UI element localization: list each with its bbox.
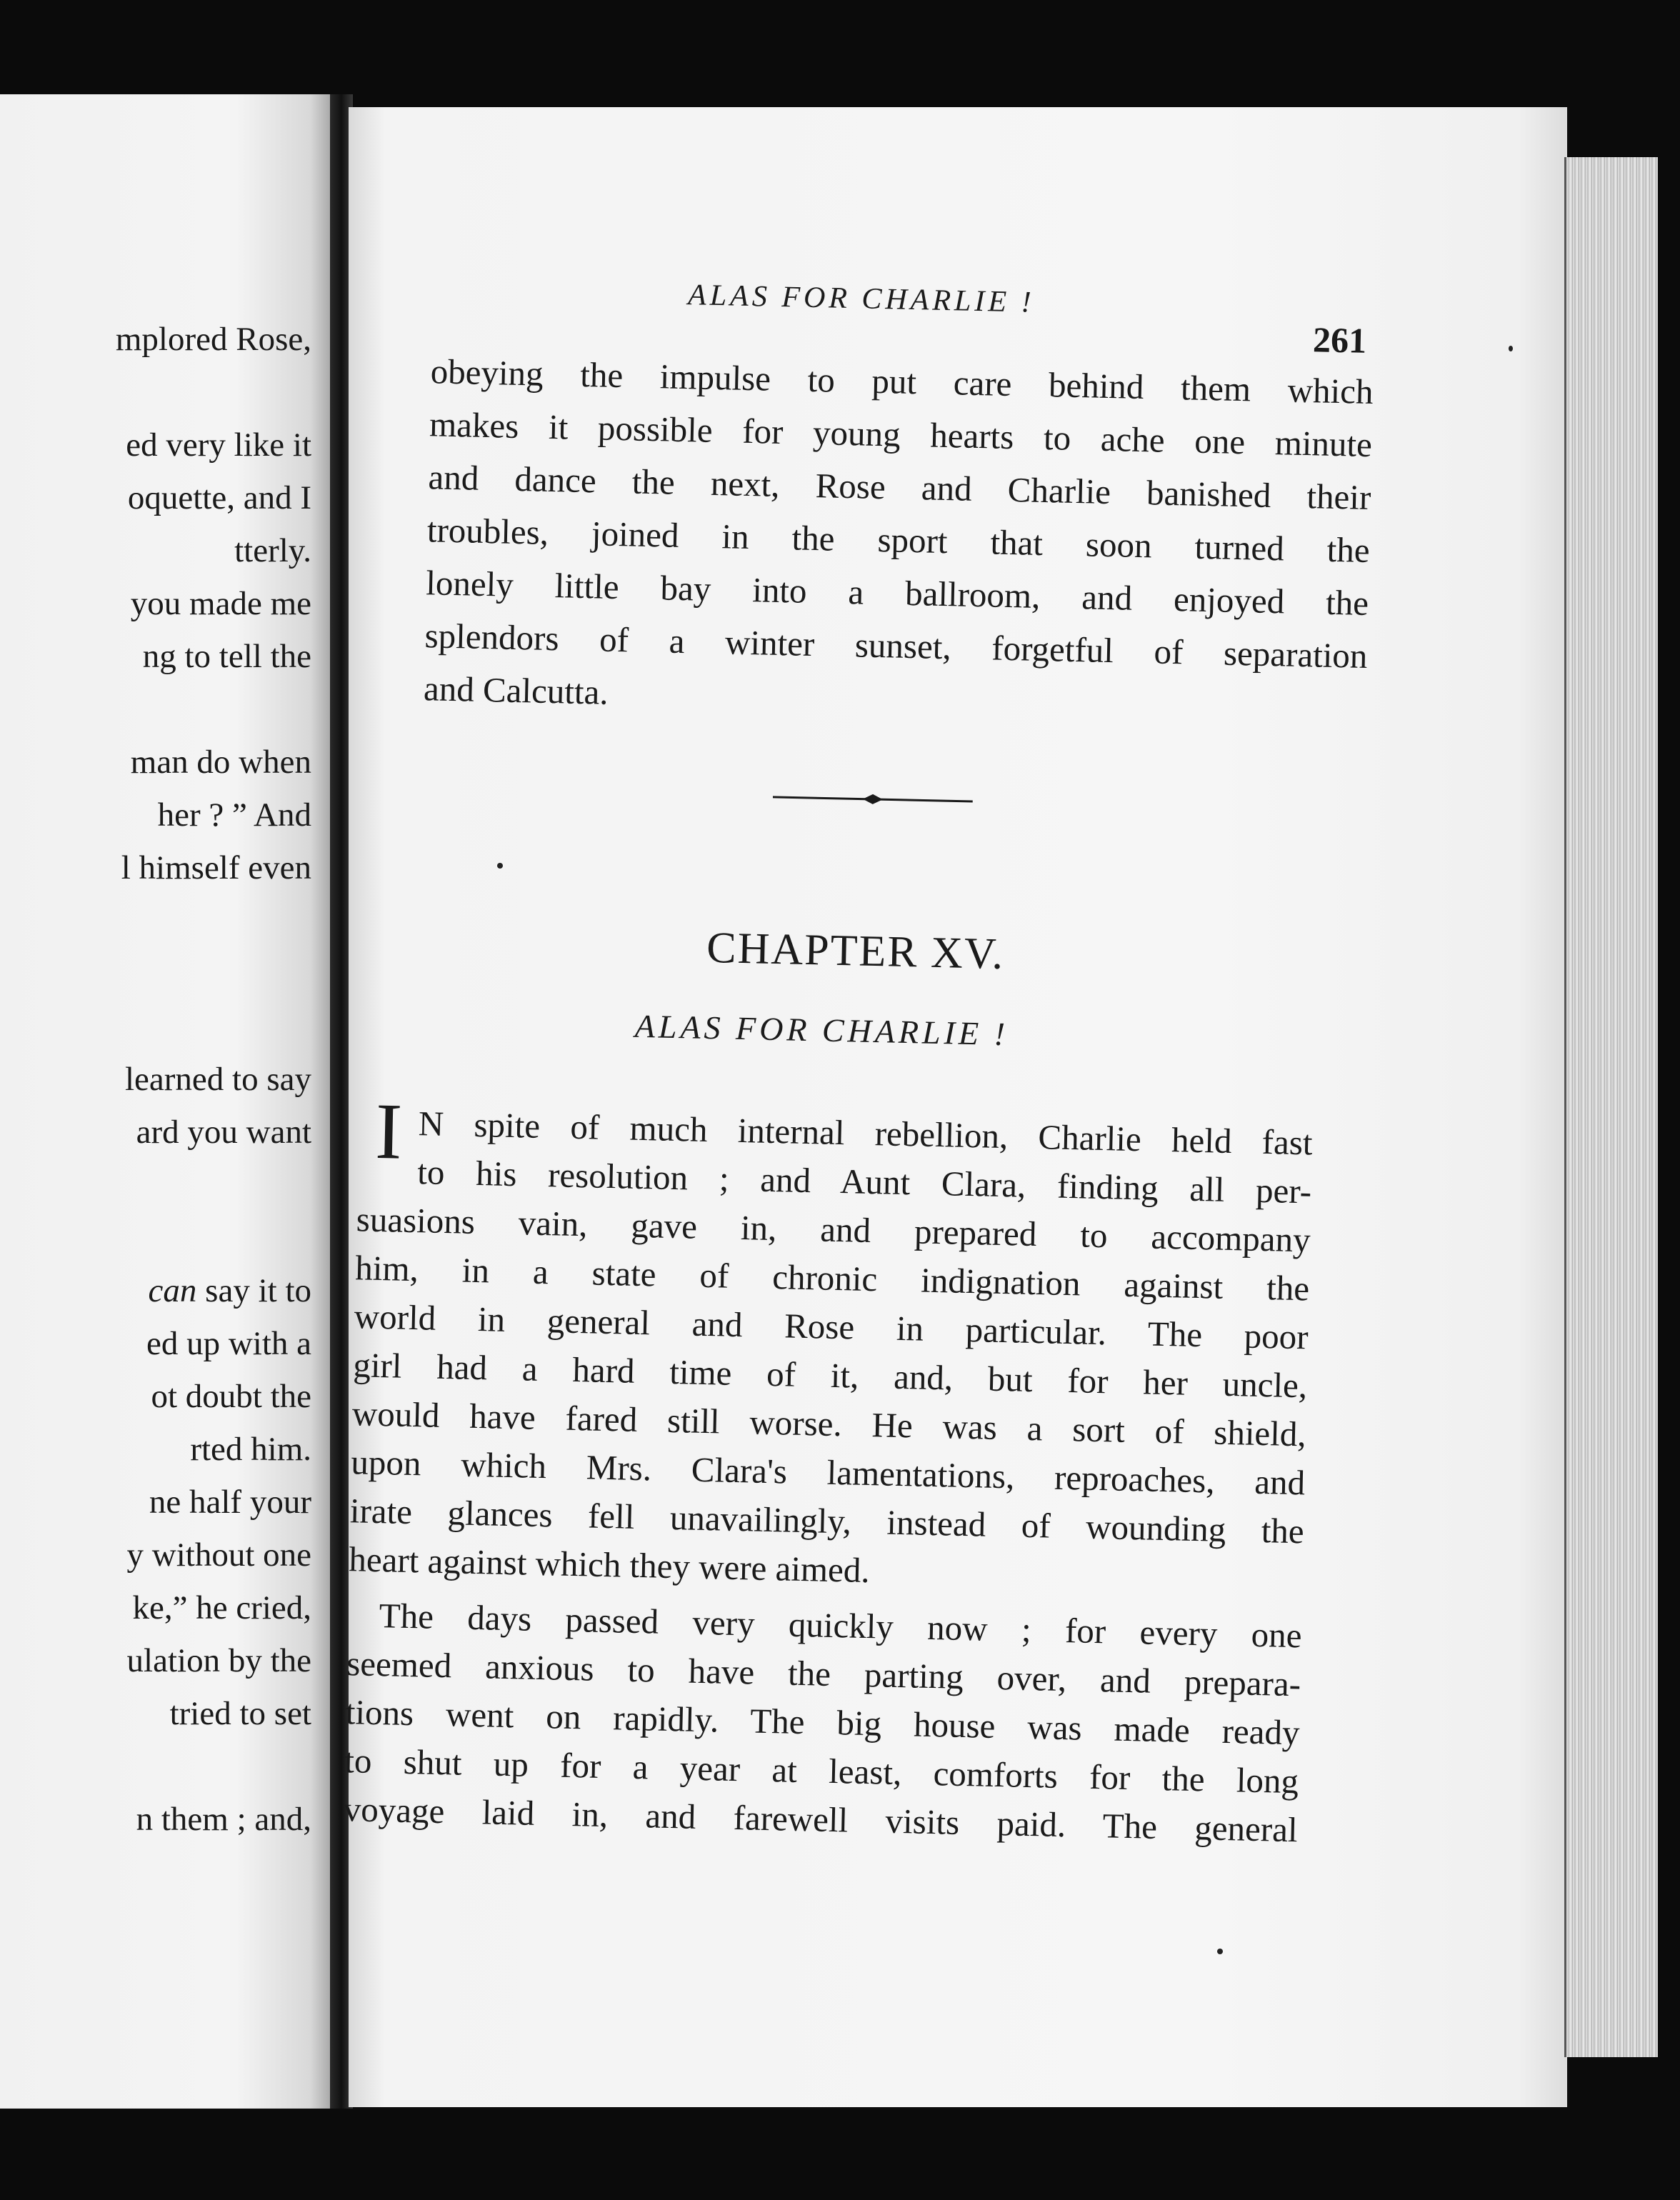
left-page-line-text: mplored Rose,: [115, 321, 311, 358]
left-facing-page: [0, 94, 337, 2109]
left-page-line: [136, 1803, 311, 1836]
page-edges: [1564, 157, 1658, 2057]
chapter-heading: CHAPTER XV.: [706, 923, 1005, 979]
left-page-line-text: rted him.: [190, 1431, 311, 1468]
text-line: would have fared still worse. He was a sort of shield,: [351, 1394, 1307, 1454]
paragraph-two: [343, 1591, 1302, 1854]
left-page-line: [149, 1486, 311, 1519]
left-page-italic-word: can: [148, 1272, 197, 1309]
text-line: upon which Mrs. Clara's lamentations, reproaches, and: [350, 1442, 1306, 1503]
top-paragraph: [423, 345, 1374, 736]
page-number: 261: [1312, 319, 1367, 361]
left-page-line: [125, 1063, 311, 1096]
left-page-line-text: l himself even: [121, 849, 311, 886]
left-page-line: [126, 1536, 311, 1574]
left-page-line-text: tterly.: [234, 532, 311, 569]
text-line: N spite of much internal rebellion, Charlie held fast: [418, 1104, 1314, 1163]
left-page-line-text: ng to tell the: [142, 638, 311, 675]
left-page-line-text: ke,” he cried,: [132, 1589, 311, 1626]
text-line: lonely little bay into a ballroom, and enjoyed the: [425, 563, 1369, 623]
left-page-line-text: oquette, and I: [127, 479, 311, 516]
left-page-line: [146, 1327, 311, 1361]
left-page-line: [121, 851, 311, 885]
text-line: heart against which they were aimed.: [348, 1539, 871, 1591]
text-line: troubles, joined in the sport that soon turned the: [426, 510, 1371, 571]
left-page-line: [157, 796, 311, 834]
left-page-line-text: ne half your: [149, 1484, 311, 1521]
text-line: world in general and Rose in particular. The poor: [354, 1296, 1309, 1357]
text-line: The days passed very quickly now ; for every one: [379, 1596, 1303, 1656]
left-page-line-text: n them ; and,: [136, 1801, 311, 1838]
text-line: tions went on rapidly. The big house was made ready: [345, 1692, 1301, 1753]
left-page-line-text: ard you want: [136, 1114, 311, 1151]
left-page-line: [190, 1433, 311, 1466]
text-line: voyage laid in, and farewell visits paid. The general: [343, 1789, 1299, 1850]
text-line: splendors of a winter sunset, forgetful of separation: [424, 616, 1369, 676]
left-page-line-text: ed very like it: [126, 426, 311, 464]
text-line: to shut up for a year at least, comforts for the long: [344, 1741, 1299, 1801]
drop-cap: I: [374, 1086, 404, 1176]
left-page-line-text: ed up with a: [146, 1325, 311, 1362]
text-line: him, in a state of chronic indignation against the: [354, 1248, 1310, 1309]
left-page-line: [127, 1644, 311, 1678]
left-page-line: [116, 323, 311, 356]
left-page-line: [149, 1274, 311, 1308]
left-page-line-text: ot doubt the: [151, 1378, 311, 1415]
left-page-line: [151, 1380, 311, 1414]
text-line: and Calcutta.: [423, 669, 609, 712]
text-line: girl had a hard time of it, and, but for her uncle,: [352, 1345, 1308, 1406]
text-line: makes it possible for young hearts to ache one minute: [429, 404, 1373, 465]
running-head: ALAS FOR CHARLIE !: [687, 279, 1036, 319]
left-page-line: [136, 1116, 311, 1149]
scan-speck: [1217, 1949, 1223, 1954]
text-line: irate glances fell unavailingly, instead of wounding the: [349, 1491, 1305, 1551]
left-page-line-text: tried to set: [169, 1695, 311, 1732]
text-line: obeying the impulse to put care behind them which: [430, 351, 1374, 412]
left-page-line: [131, 746, 311, 779]
left-page-line-text: say it to: [196, 1272, 311, 1309]
scan-speck: [1509, 346, 1513, 351]
text-line: seemed anxious to have the parting over, and prepara-: [346, 1644, 1301, 1704]
paragraph-one: [349, 1098, 1314, 1604]
left-page-line-text: ulation by the: [126, 1642, 311, 1679]
scan-speck: [497, 863, 503, 869]
left-page-line: [132, 1591, 311, 1625]
left-page-line: [170, 1697, 311, 1731]
text-line: suasions vain, gave in, and prepared to accompany: [356, 1199, 1311, 1260]
left-page-line: [126, 426, 311, 464]
chapter-subtitle: ALAS FOR CHARLIE !: [634, 1007, 1009, 1053]
left-page-line: [234, 534, 311, 568]
text-line: and dance the next, Rose and Charlie banished their: [427, 457, 1371, 518]
left-page-line: [128, 481, 311, 515]
left-page-line-text: you made me: [130, 585, 311, 622]
left-page-line: [131, 587, 311, 621]
text-line: to his resolution ; and Aunt Clara, finding all per-: [416, 1152, 1312, 1211]
left-page-line-text: her ? ” And: [157, 796, 311, 834]
left-page-line: [143, 640, 311, 674]
left-page-line-text: man do when: [130, 744, 311, 781]
left-page-line-text: y without one: [126, 1536, 311, 1574]
left-page-line-text: learned to say: [124, 1061, 311, 1098]
